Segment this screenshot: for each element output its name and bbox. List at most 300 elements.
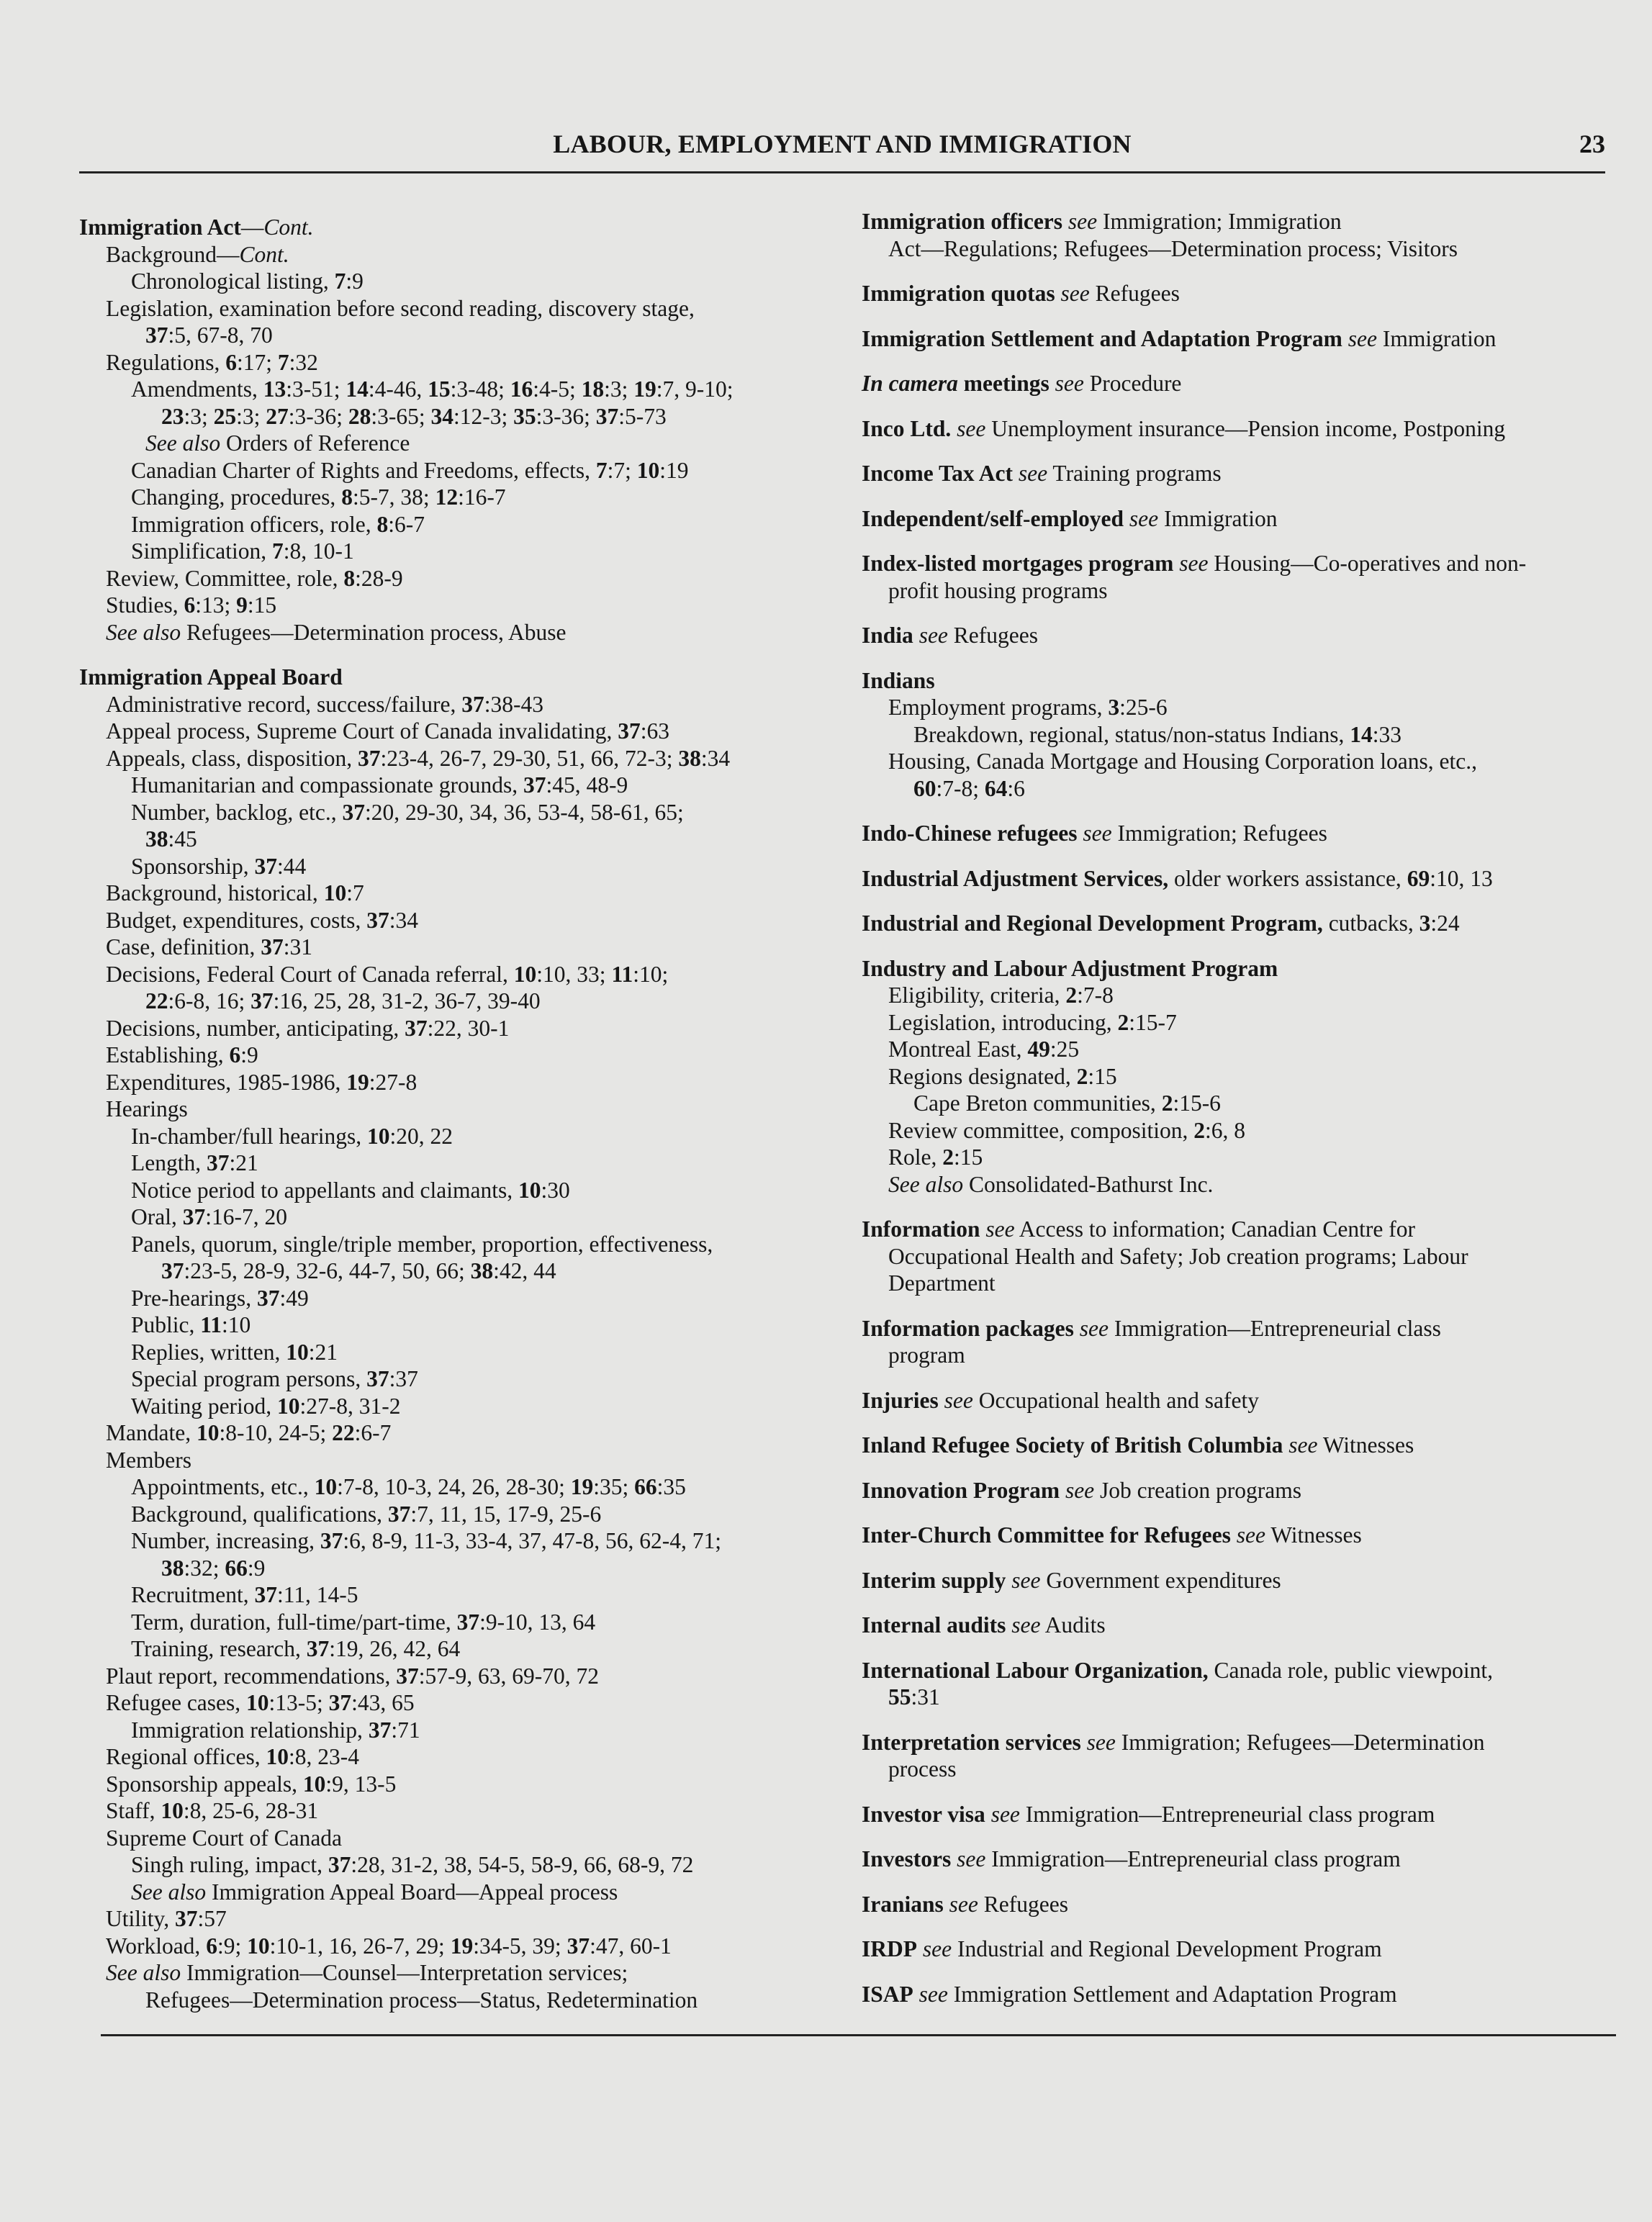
cross-reference-marker: see bbox=[1086, 1729, 1116, 1755]
entry-text bbox=[1050, 371, 1055, 396]
emphasis-text: India bbox=[862, 623, 913, 648]
entry-text: Appeal process, Supreme Court of Canada invalidating, bbox=[106, 718, 618, 744]
index-subentry-line bbox=[79, 1177, 835, 1204]
cross-reference-marker: see bbox=[944, 1387, 973, 1413]
emphasis-text: 19 bbox=[346, 1069, 369, 1095]
entry-text: :5-7, 38; bbox=[352, 484, 435, 510]
entry-text: :38-43 bbox=[484, 691, 543, 717]
entry-text: Consolidated-Bathurst Inc. bbox=[963, 1171, 1214, 1197]
emphasis-text: 37 bbox=[328, 1690, 352, 1715]
emphasis-text: Information packages bbox=[862, 1315, 1074, 1341]
entry-text: :6-8, 16; bbox=[168, 988, 251, 1013]
cross-reference-marker: see bbox=[1018, 461, 1048, 486]
emphasis-text: 66 bbox=[634, 1474, 657, 1499]
entry-text: Occupational health and safety bbox=[972, 1387, 1259, 1413]
cross-reference-marker: See also bbox=[106, 619, 181, 645]
entry-text: :7-8; bbox=[936, 775, 985, 801]
index-subentry-line bbox=[862, 1243, 1625, 1270]
entry-text: :7; bbox=[607, 457, 637, 483]
index-heading-line bbox=[862, 910, 1625, 937]
emphasis-text: Inland Refugee Society of British Columbia bbox=[862, 1432, 1283, 1458]
index-subentry-line bbox=[79, 880, 835, 907]
entry-text: :9 bbox=[346, 268, 364, 294]
entry-text bbox=[1124, 506, 1129, 531]
emphasis-text: 66 bbox=[225, 1555, 248, 1581]
entry-spacer bbox=[862, 1594, 1625, 1612]
entry-text bbox=[1081, 1730, 1087, 1755]
emphasis-text: 14 bbox=[1350, 721, 1373, 747]
emphasis-text: 37 bbox=[366, 1366, 389, 1391]
emphasis-text: 10 bbox=[518, 1177, 541, 1203]
emphasis-text: 10 bbox=[286, 1339, 309, 1365]
entry-text: :12-3; bbox=[453, 403, 514, 429]
emphasis-text: 12 bbox=[435, 484, 459, 510]
entry-text: Appointments, etc., bbox=[131, 1474, 315, 1499]
entry-text: Expenditures, 1985-1986, bbox=[106, 1069, 347, 1095]
entry-text: Supreme Court of Canada bbox=[106, 1825, 343, 1851]
entry-spacer bbox=[862, 352, 1625, 370]
index-heading-line bbox=[862, 1567, 1625, 1594]
entry-text: Plaut report, recommendations, bbox=[106, 1663, 397, 1689]
index-heading-line bbox=[862, 370, 1625, 397]
entry-text bbox=[913, 623, 919, 648]
cross-reference-marker: Cont. bbox=[263, 214, 314, 240]
index-subentry-line bbox=[862, 1756, 1625, 1783]
index-subentry-line bbox=[79, 1339, 835, 1366]
entry-text: :23-5, 28-9, 32-6, 44-7, 50, 66; bbox=[184, 1258, 471, 1283]
emphasis-text: In camera bbox=[862, 371, 958, 396]
index-subentry-line bbox=[862, 1144, 1625, 1171]
emphasis-text: Industrial and Regional Development Program, bbox=[862, 911, 1323, 936]
emphasis-text: 37 bbox=[387, 1501, 411, 1527]
index-heading-line bbox=[862, 208, 1625, 235]
index-subentry-line bbox=[79, 988, 835, 1015]
entry-text bbox=[944, 1892, 949, 1917]
index-subentry-line bbox=[79, 718, 835, 745]
entry-text: :7, 9-10; bbox=[656, 376, 734, 402]
entry-spacer bbox=[862, 262, 1625, 280]
index-heading-line bbox=[862, 1729, 1625, 1756]
index-heading-line bbox=[862, 1522, 1625, 1549]
index-subentry-line bbox=[79, 691, 835, 718]
index-subentry-line bbox=[79, 1609, 835, 1636]
entry-text: Humanitarian and compassionate grounds, bbox=[131, 772, 523, 798]
entry-text: :3-36; bbox=[536, 403, 596, 429]
entry-text: Legislation, introducing, bbox=[888, 1009, 1118, 1035]
entry-spacer bbox=[862, 532, 1625, 550]
entry-spacer bbox=[862, 307, 1625, 325]
entry-text: Training programs bbox=[1047, 461, 1222, 486]
emphasis-text: 7 bbox=[271, 538, 284, 564]
cross-reference-marker: see bbox=[918, 623, 948, 648]
index-heading-line bbox=[862, 1936, 1625, 1963]
entry-text: :5-73 bbox=[618, 403, 667, 429]
entry-text: :7, 11, 15, 17-9, 25-6 bbox=[410, 1501, 602, 1527]
index-subentry-line bbox=[862, 1117, 1625, 1144]
emphasis-text: 37 bbox=[320, 1528, 343, 1553]
entry-text: Immigration Settlement and Adaptation Program bbox=[947, 1981, 1397, 2007]
emphasis-text: 37 bbox=[206, 1150, 230, 1175]
index-subentry-line bbox=[79, 1933, 835, 1960]
entry-text: :27-8 bbox=[369, 1069, 417, 1095]
emphasis-text: 60 bbox=[913, 775, 936, 801]
emphasis-text: International Labour Organization, bbox=[862, 1657, 1209, 1683]
index-subentry-line bbox=[79, 934, 835, 961]
entry-text: Act—Regulations; Refugees—Determination process; Visitors bbox=[888, 235, 1458, 261]
entry-text: :15 bbox=[954, 1144, 983, 1170]
index-subentry-line bbox=[862, 721, 1625, 749]
index-heading-line bbox=[862, 1216, 1625, 1243]
index-subentry-line bbox=[79, 1447, 835, 1474]
index-subentry-line bbox=[79, 1257, 835, 1285]
entry-text: :9, 13-5 bbox=[325, 1771, 397, 1797]
entry-text: Decisions, Federal Court of Canada referral, bbox=[106, 961, 514, 987]
emphasis-text: 37 bbox=[618, 718, 641, 744]
entry-text: :10, 33; bbox=[536, 961, 612, 987]
entry-text: :28, 31-2, 38, 54-5, 58-9, 66, 68-9, 72 bbox=[351, 1852, 694, 1877]
cross-reference-marker: see bbox=[918, 1981, 948, 2007]
index-subentry-line bbox=[79, 826, 835, 853]
emphasis-text: Index-listed mortgages program bbox=[862, 551, 1174, 576]
emphasis-text: 2 bbox=[1161, 1090, 1173, 1116]
emphasis-text: Immigration Act bbox=[79, 214, 241, 240]
entry-text: Studies, bbox=[106, 592, 184, 618]
emphasis-text: Independent/self-employed bbox=[862, 505, 1124, 531]
entry-text: Training, research, bbox=[131, 1636, 307, 1661]
entry-spacer bbox=[862, 847, 1625, 865]
index-subentry-line bbox=[79, 1365, 835, 1393]
index-subentry-line bbox=[79, 1473, 835, 1501]
entry-spacer bbox=[862, 802, 1625, 820]
index-column-left bbox=[79, 214, 835, 2013]
entry-text: Immigration officers, role, bbox=[131, 511, 377, 537]
page-header bbox=[79, 126, 1605, 162]
entry-text: Decisions, number, anticipating, bbox=[106, 1015, 405, 1041]
entry-spacer bbox=[862, 1549, 1625, 1567]
entry-text: Staff, bbox=[106, 1798, 161, 1823]
index-subentry-line bbox=[79, 538, 835, 565]
emphasis-text: 37 bbox=[250, 988, 274, 1013]
entry-text: :15-7 bbox=[1129, 1009, 1177, 1035]
entry-text: Legislation, examination before second reading, discovery stage, bbox=[106, 295, 695, 321]
entry-text bbox=[1013, 461, 1019, 486]
index-subentry-line bbox=[862, 1684, 1625, 1711]
entry-text: Sponsorship, bbox=[131, 853, 255, 879]
entry-text: :7-8, 10-3, 24, 26, 28-30; bbox=[337, 1474, 571, 1499]
index-subentry-line bbox=[79, 1581, 835, 1609]
entry-text: :22, 30-1 bbox=[427, 1015, 510, 1041]
emphasis-text: 10 bbox=[161, 1798, 184, 1823]
entry-text: Refugees—Determination process, Abuse bbox=[181, 619, 567, 645]
index-subentry-line bbox=[79, 1311, 835, 1339]
entry-text: :44 bbox=[277, 853, 307, 879]
index-subentry-line bbox=[79, 853, 835, 880]
entry-spacer bbox=[862, 1297, 1625, 1315]
emphasis-text: 2 bbox=[1076, 1063, 1088, 1089]
emphasis-text: 19 bbox=[633, 376, 656, 402]
entry-text: Case, definition, bbox=[106, 934, 261, 959]
index-subentry-line bbox=[79, 1717, 835, 1744]
entry-text: :6-7 bbox=[354, 1420, 392, 1445]
emphasis-text: IRDP bbox=[862, 1936, 917, 1961]
index-heading-line bbox=[862, 280, 1625, 307]
entry-text: Breakdown, regional, status/non-status Indians, bbox=[913, 721, 1350, 747]
entry-text: :16-7, 20 bbox=[205, 1204, 287, 1229]
emphasis-text: 10 bbox=[636, 457, 660, 483]
emphasis-text: 38 bbox=[161, 1555, 184, 1581]
entry-text bbox=[1060, 1478, 1065, 1503]
entry-text: Regional offices, bbox=[106, 1744, 266, 1769]
entry-text: :71 bbox=[391, 1717, 420, 1743]
index-subentry-line bbox=[79, 322, 835, 349]
entry-text: Audits bbox=[1040, 1612, 1106, 1638]
emphasis-text: Inter-Church Committee for Refugees bbox=[862, 1522, 1231, 1548]
entry-text: Refugees bbox=[978, 1891, 1068, 1917]
entry-text: Review, Committee, role, bbox=[106, 565, 344, 591]
cross-reference-marker: see bbox=[957, 415, 986, 441]
entry-text: Review committee, composition, bbox=[888, 1117, 1194, 1143]
entry-text: Witnesses bbox=[1317, 1432, 1414, 1458]
index-subentry-line bbox=[862, 1090, 1625, 1117]
cross-reference-marker: see bbox=[1083, 821, 1112, 846]
entry-text: Replies, written, bbox=[131, 1339, 286, 1365]
index-subentry-line bbox=[79, 565, 835, 592]
emphasis-text: 8 bbox=[341, 484, 353, 510]
index-subentry-line bbox=[79, 1069, 835, 1096]
entry-spacer bbox=[862, 937, 1625, 955]
entry-text: :31 bbox=[283, 934, 312, 959]
emphasis-text: 2 bbox=[942, 1144, 954, 1170]
entry-text: :6 bbox=[1007, 775, 1025, 801]
emphasis-text: Injuries bbox=[862, 1387, 939, 1413]
cross-reference-marker: see bbox=[1129, 505, 1159, 531]
entry-text bbox=[1074, 1316, 1080, 1341]
entry-text: :45 bbox=[168, 826, 197, 852]
emphasis-text: Information bbox=[862, 1216, 980, 1242]
entry-text: :32 bbox=[289, 349, 318, 375]
entry-text: Montreal East, bbox=[888, 1037, 1028, 1062]
entry-text: :34 bbox=[700, 745, 731, 771]
entry-spacer bbox=[862, 1918, 1625, 1936]
index-subentry-line bbox=[79, 1825, 835, 1852]
entry-text bbox=[951, 416, 957, 441]
entry-text: :24 bbox=[1430, 911, 1460, 936]
index-subentry-line bbox=[79, 1123, 835, 1150]
entry-text: :42, 44 bbox=[493, 1258, 556, 1283]
cross-reference-marker: see bbox=[957, 1846, 986, 1871]
entry-text: cutbacks, bbox=[1322, 911, 1419, 936]
index-subentry-line bbox=[79, 1879, 835, 1906]
entry-text: Access to information; Canadian Centre for bbox=[1014, 1216, 1415, 1242]
index-subentry-line bbox=[79, 1527, 835, 1555]
emphasis-text: 6 bbox=[206, 1933, 217, 1959]
entry-text: :21 bbox=[229, 1150, 258, 1175]
index-subentry-line bbox=[862, 235, 1625, 263]
emphasis-text: 2 bbox=[1117, 1009, 1129, 1035]
index-subentry-line bbox=[79, 1797, 835, 1825]
index-heading-line bbox=[862, 1657, 1625, 1684]
cross-reference-marker: see bbox=[990, 1801, 1020, 1827]
cross-reference-marker: see bbox=[922, 1936, 952, 1961]
entry-text: Industrial and Regional Development Program bbox=[952, 1936, 1382, 1961]
entry-text: :33 bbox=[1372, 721, 1402, 747]
emphasis-text: Immigration officers bbox=[862, 209, 1063, 234]
entry-text: :10-1, 16, 26-7, 29; bbox=[269, 1933, 451, 1959]
emphasis-text: 37 bbox=[461, 691, 484, 717]
entry-text: Length, bbox=[131, 1150, 207, 1175]
index-subentry-line bbox=[79, 592, 835, 619]
emphasis-text: 37 bbox=[328, 1852, 351, 1877]
entry-text: :45, 48-9 bbox=[546, 772, 628, 798]
index-subentry-line bbox=[79, 241, 835, 268]
entry-text: Utility, bbox=[106, 1906, 175, 1931]
entry-spacer bbox=[79, 646, 835, 664]
index-subentry-line bbox=[79, 1555, 835, 1582]
entry-text: :8, 25-6, 28-31 bbox=[183, 1798, 319, 1823]
page-number: 23 bbox=[1579, 130, 1605, 158]
entry-text: :5, 67-8, 70 bbox=[168, 322, 273, 348]
entry-text: Canada role, public viewpoint, bbox=[1208, 1657, 1493, 1683]
emphasis-text: 28 bbox=[348, 403, 371, 429]
emphasis-text: Innovation Program bbox=[862, 1477, 1060, 1503]
emphasis-text: 37 bbox=[366, 907, 389, 933]
index-subentry-line bbox=[79, 1150, 835, 1177]
emphasis-text: 37 bbox=[595, 403, 619, 429]
index-subentry-line bbox=[79, 403, 835, 430]
index-heading-line bbox=[862, 622, 1625, 649]
entry-spacer bbox=[862, 1639, 1625, 1657]
entry-text: :34-5, 39; bbox=[473, 1933, 567, 1959]
entry-text: Refugees bbox=[947, 623, 1038, 648]
emphasis-text: 37 bbox=[254, 1582, 277, 1607]
index-heading-line bbox=[862, 955, 1625, 983]
entry-spacer bbox=[862, 892, 1625, 910]
emphasis-text: 6 bbox=[229, 1042, 241, 1067]
entry-text: profit housing programs bbox=[888, 577, 1108, 603]
emphasis-text: 3 bbox=[1419, 911, 1431, 936]
index-subentry-line bbox=[79, 1663, 835, 1690]
index-subentry-line bbox=[862, 577, 1625, 605]
entry-text: Housing, Canada Mortgage and Housing Corporation loans, etc., bbox=[888, 749, 1477, 774]
emphasis-text: 23 bbox=[161, 403, 184, 429]
entry-text: Immigration Appeal Board—Appeal process bbox=[206, 1879, 618, 1905]
index-heading-line bbox=[862, 415, 1625, 443]
entry-text: :19 bbox=[659, 457, 689, 483]
cross-reference-marker: see bbox=[985, 1216, 1015, 1242]
entry-text: :10 bbox=[222, 1312, 251, 1337]
emphasis-text: 8 bbox=[343, 565, 356, 591]
entry-text: Canadian Charter of Rights and Freedoms, effects, bbox=[131, 457, 596, 483]
emphasis-text: 22 bbox=[332, 1420, 355, 1445]
entry-text: Orders of Reference bbox=[220, 430, 410, 456]
index-subentry-line bbox=[79, 430, 835, 457]
entry-text: Occupational Health and Safety; Job creation programs; Labour bbox=[888, 1243, 1468, 1269]
index-subentry-line bbox=[862, 1171, 1625, 1198]
entry-text: Pre-hearings, bbox=[131, 1285, 257, 1311]
cross-reference-marker: see bbox=[1011, 1567, 1041, 1593]
entry-text: Public, bbox=[131, 1312, 201, 1337]
emphasis-text: 16 bbox=[510, 376, 533, 402]
entry-spacer bbox=[862, 1828, 1625, 1846]
entry-text: :57-9, 63, 69-70, 72 bbox=[418, 1663, 600, 1689]
index-subentry-line bbox=[862, 1036, 1625, 1063]
emphasis-text: 7 bbox=[334, 268, 346, 294]
index-subentry-line bbox=[79, 799, 835, 826]
entry-text: :21 bbox=[308, 1339, 338, 1365]
emphasis-text: 2 bbox=[1193, 1117, 1206, 1143]
emphasis-text: 37 bbox=[396, 1663, 419, 1689]
emphasis-text: 55 bbox=[888, 1684, 911, 1710]
entry-text: Simplification, bbox=[131, 538, 272, 564]
index-subentry-line bbox=[862, 748, 1625, 775]
emphasis-text: Interim supply bbox=[862, 1567, 1006, 1593]
emphasis-text: 37 bbox=[261, 934, 284, 959]
emphasis-text: Indians bbox=[862, 667, 935, 693]
emphasis-text: 64 bbox=[984, 775, 1008, 801]
index-subentry-line bbox=[79, 457, 835, 484]
entry-text: :31 bbox=[911, 1684, 940, 1710]
entry-text: :57 bbox=[197, 1906, 227, 1931]
entry-text bbox=[1342, 326, 1348, 351]
entry-text: Department bbox=[888, 1270, 996, 1296]
entry-text: :8, 23-4 bbox=[288, 1744, 359, 1769]
index-heading-line bbox=[862, 1432, 1625, 1459]
emphasis-text: Industry and Labour Adjustment Program bbox=[862, 955, 1278, 981]
index-subentry-line bbox=[79, 1419, 835, 1447]
entry-text: :25-6 bbox=[1119, 695, 1168, 720]
entry-text: Job creation programs bbox=[1094, 1477, 1301, 1503]
emphasis-text: 37 bbox=[456, 1609, 480, 1635]
emphasis-text: 35 bbox=[513, 403, 536, 429]
emphasis-text: Investors bbox=[862, 1846, 952, 1871]
index-subentry-line bbox=[79, 1689, 835, 1717]
emphasis-text: 7 bbox=[595, 457, 608, 483]
index-heading-line bbox=[862, 1981, 1625, 2008]
entry-text: Cape Breton communities, bbox=[913, 1090, 1162, 1116]
emphasis-text: Industrial Adjustment Services, bbox=[862, 865, 1169, 891]
entry-text: :7 bbox=[346, 880, 364, 905]
emphasis-text: 37 bbox=[254, 853, 278, 879]
emphasis-text: Immigration Settlement and Adaptation Program bbox=[862, 325, 1342, 351]
cross-reference-marker: Cont. bbox=[239, 241, 289, 267]
entry-text: :20, 22 bbox=[389, 1123, 453, 1149]
entry-text: Immigration—Entrepreneurial class bbox=[1109, 1315, 1441, 1341]
emphasis-text: 19 bbox=[450, 1933, 474, 1959]
entry-text: Special program persons, bbox=[131, 1366, 367, 1391]
index-heading-line bbox=[862, 1612, 1625, 1639]
emphasis-text: meetings bbox=[957, 371, 1050, 396]
entry-text: :34 bbox=[389, 907, 418, 933]
entry-text: Housing—Co-operatives and non- bbox=[1208, 551, 1527, 576]
entry-spacer bbox=[862, 649, 1625, 667]
entry-text: :16, 25, 28, 31-2, 36-7, 39-40 bbox=[273, 988, 541, 1013]
entry-text: Immigration bbox=[1377, 325, 1497, 351]
index-heading-line bbox=[862, 325, 1625, 353]
index-subentry-line bbox=[862, 1009, 1625, 1037]
entry-spacer bbox=[862, 1783, 1625, 1801]
entry-text: Background— bbox=[106, 241, 240, 267]
index-subentry-line bbox=[79, 484, 835, 511]
entry-text: Members bbox=[106, 1447, 191, 1473]
entry-text: Background, qualifications, bbox=[131, 1501, 388, 1527]
entry-text: :25 bbox=[1050, 1037, 1080, 1062]
index-heading-line bbox=[862, 667, 1625, 695]
index-subentry-line bbox=[79, 1635, 835, 1663]
emphasis-text: 37 bbox=[405, 1015, 428, 1041]
entry-spacer bbox=[862, 1198, 1625, 1216]
index-heading-line bbox=[862, 1801, 1625, 1828]
emphasis-text: Income Tax Act bbox=[862, 461, 1014, 486]
